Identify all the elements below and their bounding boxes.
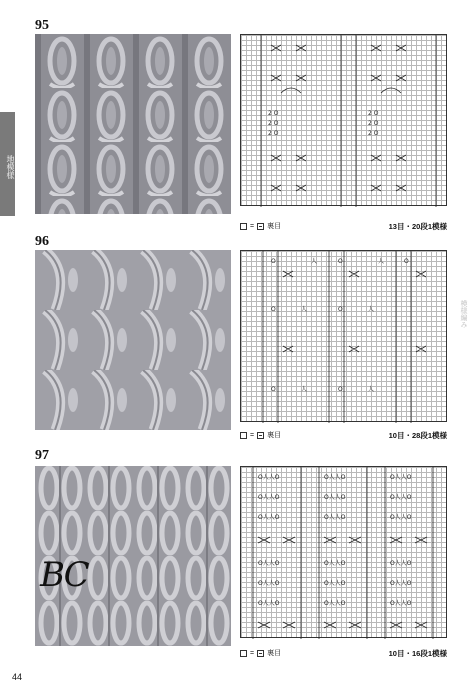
svg-text:O: O (271, 386, 276, 393)
handwritten-signature: BC (40, 555, 88, 595)
knit-photo-95 (35, 34, 231, 214)
svg-text:O: O (271, 258, 276, 265)
svg-text:O人人O: O人人O (390, 560, 412, 567)
svg-text:O人人O: O人人O (390, 600, 412, 607)
svg-text:O人人O: O人人O (324, 494, 346, 501)
legend-97: = 裏目 (240, 648, 281, 658)
side-note: 模様編み (460, 300, 467, 328)
svg-text:O人人O: O人人O (258, 600, 280, 607)
svg-text:2 O: 2 O (268, 120, 279, 127)
svg-text:O人人O: O人人O (258, 474, 280, 481)
legend-95: = 裏目 (240, 221, 281, 231)
svg-text:人: 人 (301, 306, 308, 313)
svg-text:O人人O: O人人O (324, 560, 346, 567)
svg-text:2 O: 2 O (368, 110, 379, 117)
dash-square-icon (257, 432, 264, 439)
svg-text:人: 人 (368, 306, 375, 313)
svg-text:O人人O: O人人O (324, 474, 346, 481)
svg-text:O人人O: O人人O (258, 580, 280, 587)
legend-96: = 裏目 (240, 430, 281, 440)
svg-text:O: O (338, 258, 343, 265)
repeat-note-96: 10目・28段1模様 (388, 431, 447, 440)
svg-text:人: 人 (368, 386, 375, 393)
svg-text:2 O: 2 O (268, 110, 279, 117)
pattern-number-95: 95 (35, 18, 49, 33)
svg-text:人: 人 (378, 258, 385, 265)
knit-photo-96 (35, 250, 231, 430)
empty-square-icon (240, 432, 247, 439)
svg-text:O人人O: O人人O (324, 514, 346, 521)
svg-text:人: 人 (301, 386, 308, 393)
svg-text:O人人O: O人人O (258, 560, 280, 567)
svg-text:O人人O: O人人O (390, 514, 412, 521)
pattern-number-97: 97 (35, 448, 49, 463)
svg-text:O: O (271, 306, 276, 313)
section-tab: 地模様 (0, 112, 15, 216)
svg-text:O人人O: O人人O (258, 514, 280, 521)
cable-texture-95 (35, 34, 231, 214)
page-number: 44 (12, 672, 23, 682)
repeat-note-95: 13目・20段1模様 (388, 222, 447, 231)
empty-square-icon (240, 650, 247, 657)
svg-text:O人人O: O人人O (324, 600, 346, 607)
empty-square-icon (240, 223, 247, 230)
cable-texture-96 (35, 250, 231, 430)
stitch-chart-96 (240, 250, 447, 422)
dash-square-icon (257, 223, 264, 230)
repeat-note-97: 10目・16段1模様 (388, 649, 447, 658)
dash-square-icon (257, 650, 264, 657)
svg-text:2 O: 2 O (268, 130, 279, 137)
svg-text:2 O: 2 O (368, 120, 379, 127)
svg-text:O: O (338, 386, 343, 393)
svg-text:O人人O: O人人O (324, 580, 346, 587)
svg-text:O人人O: O人人O (390, 580, 412, 587)
svg-text:O人人O: O人人O (258, 494, 280, 501)
svg-text:2 O: 2 O (368, 130, 379, 137)
svg-text:O: O (338, 306, 343, 313)
svg-text:O人人O: O人人O (390, 474, 412, 481)
svg-text:O: O (404, 258, 409, 265)
stitch-chart-97 (240, 466, 447, 638)
svg-text:人: 人 (311, 258, 318, 265)
pattern-number-96: 96 (35, 234, 49, 249)
stitch-chart-95 (240, 34, 447, 206)
svg-text:O人人O: O人人O (390, 494, 412, 501)
